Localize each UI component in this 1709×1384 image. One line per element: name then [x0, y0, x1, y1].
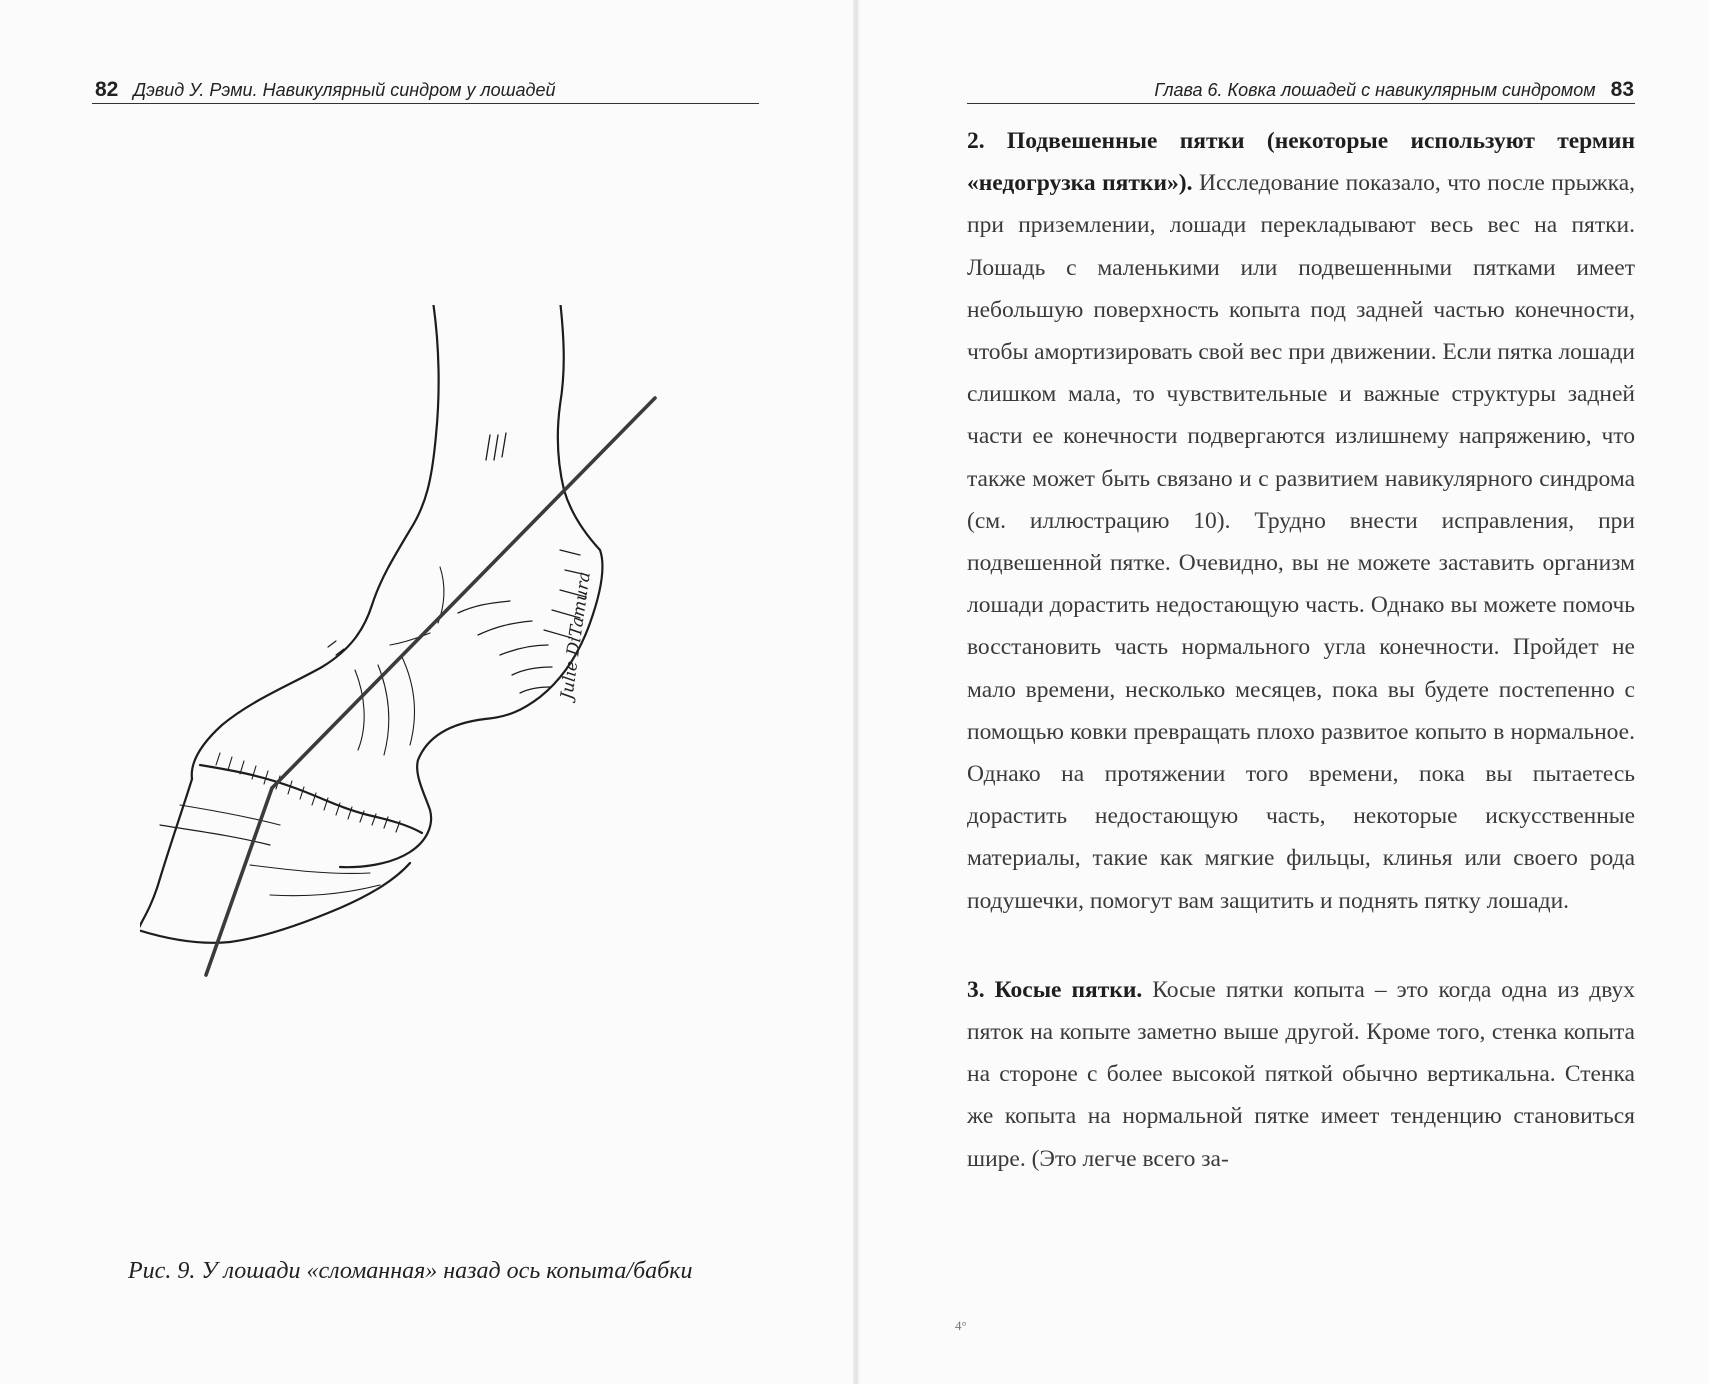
- right-page-number: 83: [1610, 78, 1634, 101]
- hoof-pastern-illustration: [140, 305, 700, 1085]
- right-header-rule: [967, 103, 1635, 104]
- hoof-drawing: [140, 305, 700, 1085]
- left-header-rule: [92, 103, 759, 104]
- section-heading: 3. Косые пятки.: [967, 976, 1143, 1003]
- section-text: Косые пятки копыта – это когда одна из двух пяток на копыте заметно выше другой. Кроме того, стенка копыта на стороне с более высокой пяткой обычно вертикальна. Стенка же копыта на нормальной пятке имеет тенденцию становиться шире. (Это легче всего за-: [967, 976, 1635, 1172]
- right-page: [859, 0, 1709, 1384]
- figure-caption: Рис. 9. У лошади «сломанная» назад ось копыта/бабки: [128, 1258, 693, 1284]
- right-running-head-title: Глава 6. Ковка лошадей с навикулярным синдромом: [1154, 80, 1596, 100]
- left-page: [0, 0, 853, 1384]
- artist-signature: Julie DiTamura: [557, 570, 595, 701]
- right-running-head: [1154, 78, 1634, 102]
- body-text: [967, 120, 1635, 1180]
- section-heading: 2. Подвешенные пятки (некоторые используют термин «недогрузка пятки»).: [967, 128, 1635, 197]
- left-page-number: 82: [95, 78, 119, 101]
- paragraph-suspended-heels: [967, 120, 1635, 922]
- page-mark: 4°: [955, 1318, 967, 1333]
- section-text: Исследование показало, что после прыжка, при приземлении, лошади перекладывают весь вес на пятки. Лошадь с маленькими или подвешенными пятками имеет небольшую поверхность копыта под задней частью конечности, чтобы амортизировать свой вес при движении. Если пятка лошади слишком мала, то чувствительные и важные структуры задней части ее конечности подвергаются излишнему напряжению, что также может быть связано и с развитием навикулярного синдрома (см. иллюстрацию 10). Трудно внести исправления, при подвешенной пятке. Очевидно, вы не можете заставить организм лошади дорастить недостающую часть. Однако вы можете помочь восстановить часть нормального угла конечности. Пройдет не мало времени, несколько месяцев, пока вы будете постепенно с помощью ковки превращать плохо развитое копыто в нормальное. Однако на протяжении того времени, пока вы пытаетесь дорастить недостающую часть, некоторые искусственные материалы, такие как мягкие фильцы, клинья или своего рода подушечки, помогут вам защитить и поднять пятку лошади.: [967, 170, 1636, 914]
- paragraph-sheared-heels: [967, 969, 1635, 1180]
- left-running-head-title: Дэвид У. Рэми. Навикулярный синдром у лошадей: [133, 80, 556, 100]
- left-running-head: [95, 78, 556, 102]
